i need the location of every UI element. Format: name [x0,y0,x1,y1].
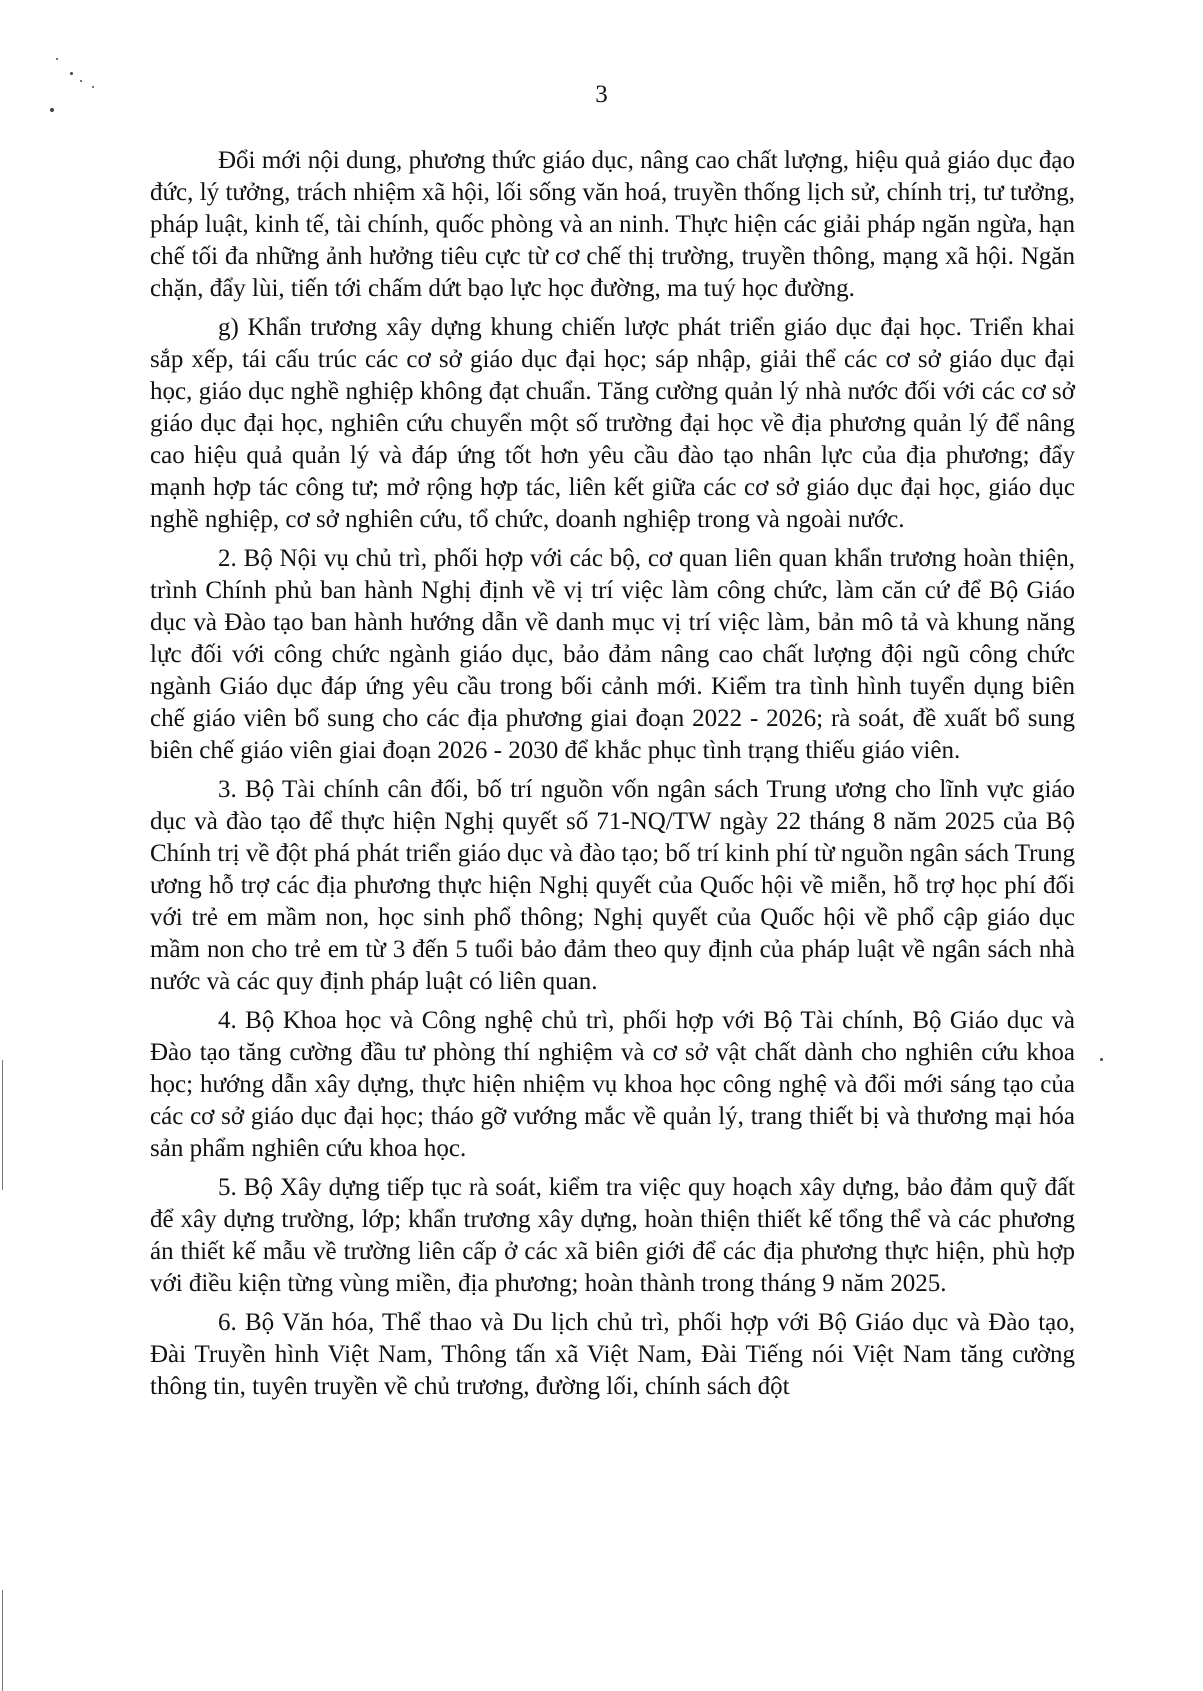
paragraph-5-ministry-construction: 5. Bộ Xây dựng tiếp tục rà soát, kiểm tra việc quy hoạch xây dựng, bảo đảm quỹ đất để xây dựng trường, lớp; khẩn trương xây dựng, hoàn thiện thiết kế tổng thể và các phương án thiết kế mẫu về trường liên cấp ở các xã biên giới để các địa phương thực hiện, phù hợp với điều kiện từng vùng miền, địa phương; hoàn thành trong tháng 9 năm 2025. [150,1174,1075,1297]
page-number: 3 [595,81,608,108]
scan-speck [1100,1058,1103,1061]
paragraph-6-ministry-culture: 6. Bộ Văn hóa, Thể thao và Du lịch chủ trì, phối hợp với Bộ Giáo dục và Đào tạo, Đài Truyền hình Việt Nam, Thông tấn xã Việt Nam, Đài Tiếng nói Việt Nam tăng cường thông tin, tuyên truyền về chủ trương, đường lối, chính sách đột [150,1309,1075,1400]
scan-speck [56,58,58,60]
paragraph-3-ministry-finance: 3. Bộ Tài chính cân đối, bố trí nguồn vốn ngân sách Trung ương cho lĩnh vực giáo dục và đào tạo để thực hiện Nghị quyết số 71-NQ/TW ngày 22 tháng 8 năm 2025 của Bộ Chính trị về đột phá phát triển giáo dục và đào tạo; bố trí kinh phí từ nguồn ngân sách Trung ương hỗ trợ các địa phương thực hiện Nghị quyết của Quốc hội về miễn, hỗ trợ học phí đối với trẻ em mầm non, học sinh phổ thông; Nghị quyết của Quốc hội về phổ cập giáo dục mầm non cho trẻ em từ 3 đến 5 tuổi bảo đảm theo quy định của pháp luật về ngân sách nhà nước và các quy định pháp luật có liên quan. [150,776,1075,995]
paragraph-2-ministry-home-affairs: 2. Bộ Nội vụ chủ trì, phối hợp với các bộ, cơ quan liên quan khẩn trương hoàn thiện, trình Chính phủ ban hành Nghị định về vị trí việc làm công chức, làm căn cứ để Bộ Giáo dục và Đào tạo ban hành hướng dẫn về danh mục vị trí việc làm, bản mô tả và khung năng lực đối với công chức ngành giáo dục, bảo đảm nâng cao chất lượng đội ngũ công chức ngành Giáo dục đáp ứng yêu cầu trong bối cảnh mới. Kiểm tra tình hình tuyển dụng biên chế giáo viên bổ sung cho các địa phương giai đoạn 2022 - 2026; rà soát, đề xuất bổ sung biên chế giáo viên giai đoạn 2026 - 2030 để khắc phục tình trạng thiếu giáo viên. [150,545,1075,764]
scan-edge-line [2,1590,3,1691]
paragraph-g-higher-education: g) Khẩn trương xây dựng khung chiến lược phát triển giáo dục đại học. Triển khai sắp xếp, tái cấu trúc các cơ sở giáo dục đại học; sáp nhập, giải thể các cơ sở giáo dục đại học, giáo dục nghề nghiệp không đạt chuẩn. Tăng cường quản lý nhà nước đối với các cơ sở giáo dục đại học, nghiên cứu chuyển một số trường đại học về địa phương quản lý để nâng cao hiệu quả quản lý và đáp ứng tốt hơn yêu cầu đào tạo nhân lực của địa phương; đẩy mạnh hợp tác công tư; mở rộng hợp tác, liên kết giữa các cơ sở giáo dục đại học, giáo dục nghề nghiệp, cơ sở nghiên cứu, tổ chức, doanh nghiệp trong và ngoài nước. [150,314,1075,533]
scan-speck [70,72,73,75]
paragraph-education-reform: Đổi mới nội dung, phương thức giáo dục, nâng cao chất lượng, hiệu quả giáo dục đạo đức, lý tưởng, trách nhiệm xã hội, lối sống văn hoá, truyền thống lịch sử, chính trị, tư tưởng, pháp luật, kinh tế, tài chính, quốc phòng và an ninh. Thực hiện các giải pháp ngăn ngừa, hạn chế tối đa những ảnh hưởng tiêu cực từ cơ chế thị trường, truyền thông, mạng xã hội. Ngăn chặn, đẩy lùi, tiến tới chấm dứt bạo lực học đường, ma tuý học đường. [150,147,1075,302]
document-body [150,145,1075,1410]
scan-edge-line [2,1060,3,1190]
paragraph-4-ministry-science: 4. Bộ Khoa học và Công nghệ chủ trì, phối hợp với Bộ Tài chính, Bộ Giáo dục và Đào tạo tăng cường đầu tư phòng thí nghiệm và cơ sở vật chất dành cho nghiên cứu khoa học; hướng dẫn xây dựng, thực hiện nhiệm vụ khoa học công nghệ và đổi mới sáng tạo của các cơ sở giáo dục đại học; tháo gỡ vướng mắc về quản lý, trang thiết bị và thương mại hóa sản phẩm nghiên cứu khoa học. [150,1007,1075,1162]
